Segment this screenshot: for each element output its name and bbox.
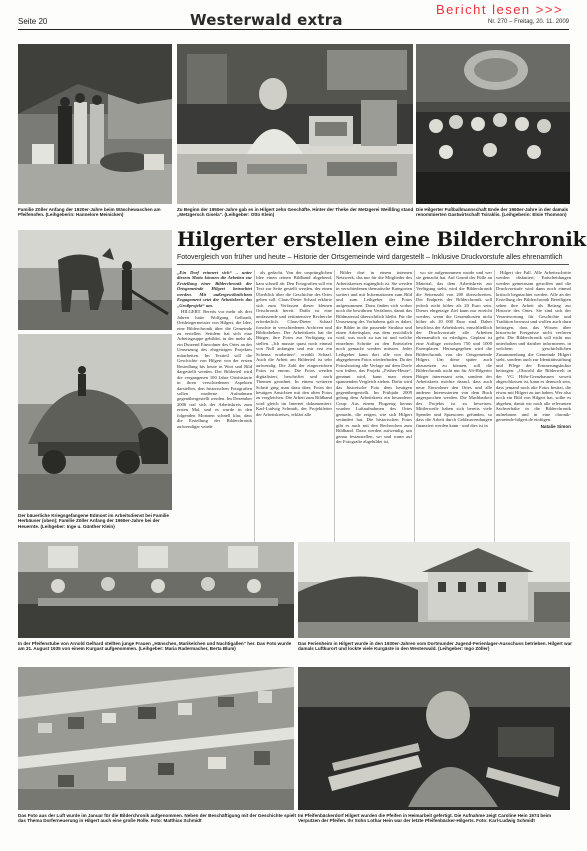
caption-aerial-view: Das Foto aus der Luft wurde im Januar für die Bilderchronik aufgenommen. Neben der Beschäftigung mit der Geschichte spielt das Thema Dorferneuerung in Hilgert auch eine große Rolle. Foto: Matthias Schmidt: [18, 813, 296, 824]
article-rule: [177, 264, 569, 265]
column-divider: [254, 270, 255, 552]
section-title: Westerwald extra: [190, 11, 343, 29]
photo-football-team: [416, 44, 570, 204]
caption-wash-kitchen: Familie Zöller Anfang der 1920er-Jahre beim Wäschewaschen am Pfeifenofen. (Leihgeberin: Hannelore Meinicken): [18, 207, 161, 218]
photo-holiday-home: [298, 542, 570, 638]
photo-pipe-baker: [298, 667, 570, 810]
caption-holiday-home: Das Ferienheim in Hilgert wurde in den 1930er-Jahren vom Dortmunder Jugend-Ferienlager-Ausschuss betrieben. Hilgert war damals Luftkurort und lockte viele Kurgäste in den Westerwald. (Leihgeber: Ingo Zöller): [298, 641, 572, 652]
caption-football-team: Die Hilgerter Fußballmannschaft Ende der 1960er-Jahre in der damals renommierten Gastwirtschaft Tsiraklis. (Leihgeberin: Elsie Thomson): [416, 207, 569, 218]
article-subheadline: Fotovergleich von früher und heute – Historie der Ortsgemeinde wird dargestellt – Inklusive Druckvorstufe alles ehrenamtlich: [177, 254, 563, 261]
article-body-1: HILGERT. Bereits vor mehr als drei Jahren hatte Wolfgang Gelhardt, Ortsbürgermeister von Hilgert, die Idee, eine Bilderchronik über die Gemeinde zu erstellen. Seitdem hat sich eine Arbeitsgruppe gebildet, in der mehr als ein Dutzend Einwohner des Ortes an der Umsetzung des ehrgeizigen Projektes mitarbeiten. Im Textteil soll die Geschichte von Hilgert von der ersten Besiedlung bis heute in Wort und Bild dargestellt werden. Der Bilderteil wird die vergangenen 100 Jahre Ortshistorie in ihren verschiedenen Aspekten darstellen, den historischen Fotografien sollen moderne Aufnahmen gegenübergestellt werden. Im Dezember 2006 traf sich der Arbeitskreis zum ersten Mal, und es wurde in den folgenden Monaten schnell klar, dass die Erstellung der Bilderchronik aufwendiger würde: [177, 309, 252, 429]
caption-harvest: Der bäuerliche Kriegsgefangene Edmont im Arbeitsdienst bei Familie Herbäuser (oben); Familie Zöller Anfang der 1960er-Jahre bei der Heuernte. (Leihgeber: Inge u. Günther Klein): [18, 513, 169, 529]
article-body-4: wo sie aufgenommen wurde und wer sie gemacht hat. Auf Grund der Fülle an Material, das dem Arbeitskreis zur Verfügung steht, wird die Bilderchronik die Seitenzahl von 200 überschreiten. Der Endpreis der Bilderchronik soll jedoch nicht höher als 20 Euro sein. Dieses ehrgeizige Ziel kann nur erreicht werden, wenn die Gesamtkosten nicht höher als 20 000 Euro sind. Daher beschloss der Arbeitskreis, einschließlich der Druckvorstufe alle Arbeiten ehrenamtlich zu erledigen. Geplant ist eine Auflage zwischen 750 und 1000 Exemplaren. Herausgegeben wird die Bilderchronik von der Ortsgemeinde Hilgert. Um diese später auch abzusetzen zu können, soll die Bilderchronik nicht nur für Alt-Hilgerter Bürger interessant sein, sondern der Arbeitskreis möchte darauf, dass auch neue Einwohner den Ortes und alle anderen Interessierten von dem Buch angesprochen werden. Die Machbarkeit des Projekts ist zu beweisen. Mittlerweile haben sich bereits viele Spender und Sponsoren gefunden, so dass die Arbeit durch Geldzuwendungen finanziert werden kann - und dies ist in: [416, 270, 492, 428]
article-body-3: Bilder dort in einem internen Netzwerk, das nur für die Mitglieder des Arbeitskreises zugänglich ist. Sie werden in verschiedenen thematische Kategorien sortiert und mit Informationen zum Bild und zum Leihgeber der Fotos aufgenommen. Dazu finden sich vorher noch die bewährten Verfahren, damit das Bildmaterial übersichtlich bleibt. Für die Umsetzung des Vorhabens galt es dabei, die Bilder in die passende Struktur und einen Arbeitsplan, aus dem ersichtlich wird, was noch zu tun ist und welche einzelnen Schritte zu den Entwürfen noch gemacht werden müssen. Jeder Leihgeber kann dort alle von ihm abgegebenen Fotos wiederfinden. Da der Fotoshooting alle Verlage auf dem Dorfe von früher, das Projekt „Früher-Heute“, genannt wird, kann man einen spannenden Vergleich ziehen. Dafür wird das historische Foto dem heutigen gegenübergestellt. Im Frühjahr 2009 gelang dem Arbeitskreis ein besonderer Coup: Aus einem Flugzeug heraus wurden Luftaufnahmen des Ortes gemacht, die zeigen, wie sich Hilgert verändert hat. Die historischen Fotos gibt es auch mit den Recherchen zum Bildband. Dazu werden aufwendig, um genau festzustellen, wo und wann auf der Fotografie abgebildet ist,: [336, 270, 412, 445]
caption-butcher-shop: Zu Beginn der 1950er-Jahre gab es in Hilgert zehn Geschäfte. Hinter der Theke der Metzgerei Weißling stand „Metzgersch Gisela“. (Leihgeber: Otto Klein): [177, 207, 414, 218]
column-divider: [334, 270, 335, 552]
article-body-5: Hilgert der Fall. Alle Arbeitsschritte werden diskutiert, Entscheidungen werden gemeinsam getroffen und die Druckvorstufe wird dann noch einmal kritisch begutachtet werden. Alle an der Erstellung der Bilderchronik Beteiligten sehen ihre Arbeit als Beitrag zur Historie des Ortes. Sie sind sich der Verantwortung für Geschichte und Tradition bewusst und wollen auch dazu beitragen, dass das Wissen über historische Ereignisse nicht verloren geht. Die Bilderchronik soll nicht nur unterhalten und darüber informieren, in welchem geschichtlichen Zusammenhang die Gemeinde Hilgert steht, sondern auch zur Identitätsstiftung und Pflege der Erinnerungskultur beitragen. „Obwohl die Bilderwelt in der VG Höhr-Grenzhausen soweit abgeschlossen ist, kann es dennoch sein, dass jemand noch alte Fotos besitzt, die etwas mit Hilgert zu tun haben. Wer also noch ein Bild von Hilgert hat, sollte es abgeben, damit wir noch alle relevanten Sachverhalte in die Bilderchronik aufnehmen und in eine chronik-gemeinde-hilgert.de einfügen.: [496, 270, 571, 423]
article-author: Natalie Simon: [540, 423, 571, 429]
caption-pipe-baker: Im Pfeifenbäckerdorf Hilgert wurden die Pfeifen in Heimarbeit gefertigt. Die Aufnahme zeigt Caroline Hein 1974 beim Verputzen der Pfeifen. Ihr Sohn Lothar Hein war der letzte Pfeifenbäcker-Hilgerts. Foto: Karl-Ludwig Schmidt: [298, 813, 552, 824]
column-divider: [494, 270, 495, 552]
article-column-5: [496, 270, 571, 552]
read-article-link[interactable]: Bericht lesen >>>: [436, 2, 564, 17]
issue-date: Nr. 270 – Freitag, 20. 11. 2009: [488, 19, 569, 25]
photo-wash-kitchen: [18, 44, 172, 204]
article-column-1: [177, 270, 252, 552]
photo-hay-harvest: [18, 334, 172, 510]
article-lead: „Ein Dorf erinnert sich“ – unter diesem Motto können die Arbeiten zur Erstellung einer Bilderchronik der Ortsgemeinde Hilgert betrachtet werden. Mit außergewöhnlichem Engagement setzt der Arbeitskreis das „Großprojekt“ um.: [177, 270, 252, 308]
photo-butcher-shop: [177, 44, 413, 204]
article-body-2: als gedacht. Von der ursprünglichen Idee einen reinen Bildband abgehend, kam schnell ab: Den Fotografien soll ein Text zur Seite gestellt werden, der einen Überblick über die Geschichte des Ortes geben soll. Claus-Dieter Schaaf erklärte sich zum Verfassen dieser kleinen Ortschronik bereit. Dafür ist eine umfassende und zeitintensive Recherche erforderlich. Claus-Dieter Schaaf forschte in verschiedenen Archiven und Bibliotheken. Der Arbeitskreis bat die Bürger, ihre Fotos zur Verfügung zu stellen. „Ich musste quasi noch einmal von Null anfangen und mir erst ein Schema erarbeiten“, erzählt Schaaf. Auch die Arbeit am Bilderteil ist sehr aufwendig. Die Zahl der eingereichten Fotos ist enorm. Die Fotos werden digitalisiert, beschriftet und nach Themen geordnet. In einem weiteren Schritt ging man dazu über, Fotos der heutigen Ansichten mit den alten Fotos zu vergleichen. Die Arbeit zum Bildband wird gleich im Internet dokumentiert. Karl-Ludwig Schmidt, der Projektleiter der Arbeitskreises, erklärt alle: [256, 270, 332, 417]
column-divider: [414, 270, 415, 552]
article-headline: Hilgerter erstellen eine Bilderchronik: [177, 228, 586, 251]
photo-pipe-workshop: [18, 542, 294, 638]
header-rule: [18, 29, 569, 30]
article-column-2: [256, 270, 332, 552]
article-column-3: [336, 270, 412, 552]
photo-aerial-view: [18, 667, 294, 810]
page-number: Seite 20: [18, 17, 48, 26]
article-column-4: [416, 270, 492, 552]
photo-plough-horses: [18, 230, 172, 330]
caption-pipe-workshop: In der Pfeifenstube von Arnold Gelhard stellten junge Frauen „Hänschen, Marikelchen und Nachtigallen“ her. Das Foto wurde am 31. August 1935 von einem Kurgast aufgenommen. (Leihgeber: Maria Radermacher, Berta Blum): [18, 641, 292, 652]
